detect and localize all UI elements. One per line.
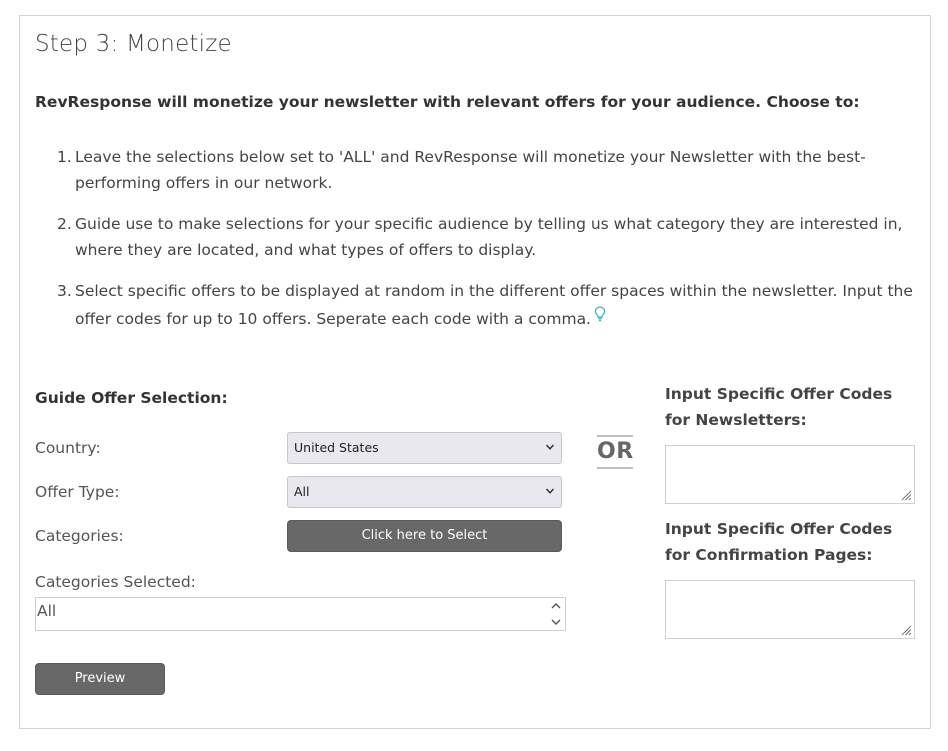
list-item-number: 2. <box>57 215 72 233</box>
list-item-text: Guide use to make selections for your specific audience by telling us what category they are interested in, where they are located, and what types of offers to display. <box>75 215 903 259</box>
resize-grip-icon[interactable] <box>900 489 912 501</box>
chevron-down-icon <box>545 486 555 496</box>
list-item <box>35 144 915 196</box>
offer-type-label: Offer Type: <box>35 483 120 501</box>
guide-offer-heading: Guide Offer Selection: <box>35 389 228 407</box>
lightbulb-icon[interactable] <box>594 304 606 320</box>
list-item-number: 3. <box>57 282 72 300</box>
confirmation-codes-textarea[interactable] <box>665 580 915 639</box>
resize-grip-icon[interactable] <box>900 624 912 636</box>
list-item-text: Select specific offers to be displayed at random in the different offer spaces within the newsletter. Input the offer codes for up to 10 offers. Seperate each code with a comma. <box>75 282 913 328</box>
list-item <box>35 278 915 332</box>
page-title: Step 3: Monetize <box>35 31 232 57</box>
preview-button[interactable]: Preview <box>35 663 165 695</box>
monetize-panel <box>19 15 931 729</box>
country-label: Country: <box>35 439 101 457</box>
categories-selected-label: Categories Selected: <box>35 573 196 591</box>
newsletter-codes-textarea[interactable] <box>665 445 915 504</box>
categories-selected-value: All <box>37 602 57 620</box>
list-item-number: 1. <box>57 148 72 166</box>
list-item-text: Leave the selections below set to 'ALL' and RevResponse will monetize your Newsletter with the best-performing offers in our network. <box>75 148 866 192</box>
confirmation-codes-heading: Input Specific Offer Codes for Confirmation Pages: <box>665 520 893 564</box>
country-select-value: United States <box>294 440 379 455</box>
options-list <box>35 144 915 347</box>
chevron-down-icon <box>545 442 555 452</box>
select-categories-button[interactable]: Click here to Select <box>287 520 562 552</box>
country-select[interactable] <box>287 432 562 464</box>
categories-selected-list[interactable] <box>35 597 566 631</box>
intro-text: RevResponse will monetize your newsletter with relevant offers for your audience. Choose to: <box>35 93 860 111</box>
offer-type-select[interactable] <box>287 476 562 508</box>
offer-type-select-value: All <box>294 484 310 499</box>
categories-label: Categories: <box>35 527 124 545</box>
scrollbar-spinner[interactable] <box>548 599 564 629</box>
or-divider: OR <box>597 435 633 469</box>
newsletter-codes-heading: Input Specific Offer Codes for Newsletters: <box>665 385 893 429</box>
list-item <box>35 211 915 263</box>
